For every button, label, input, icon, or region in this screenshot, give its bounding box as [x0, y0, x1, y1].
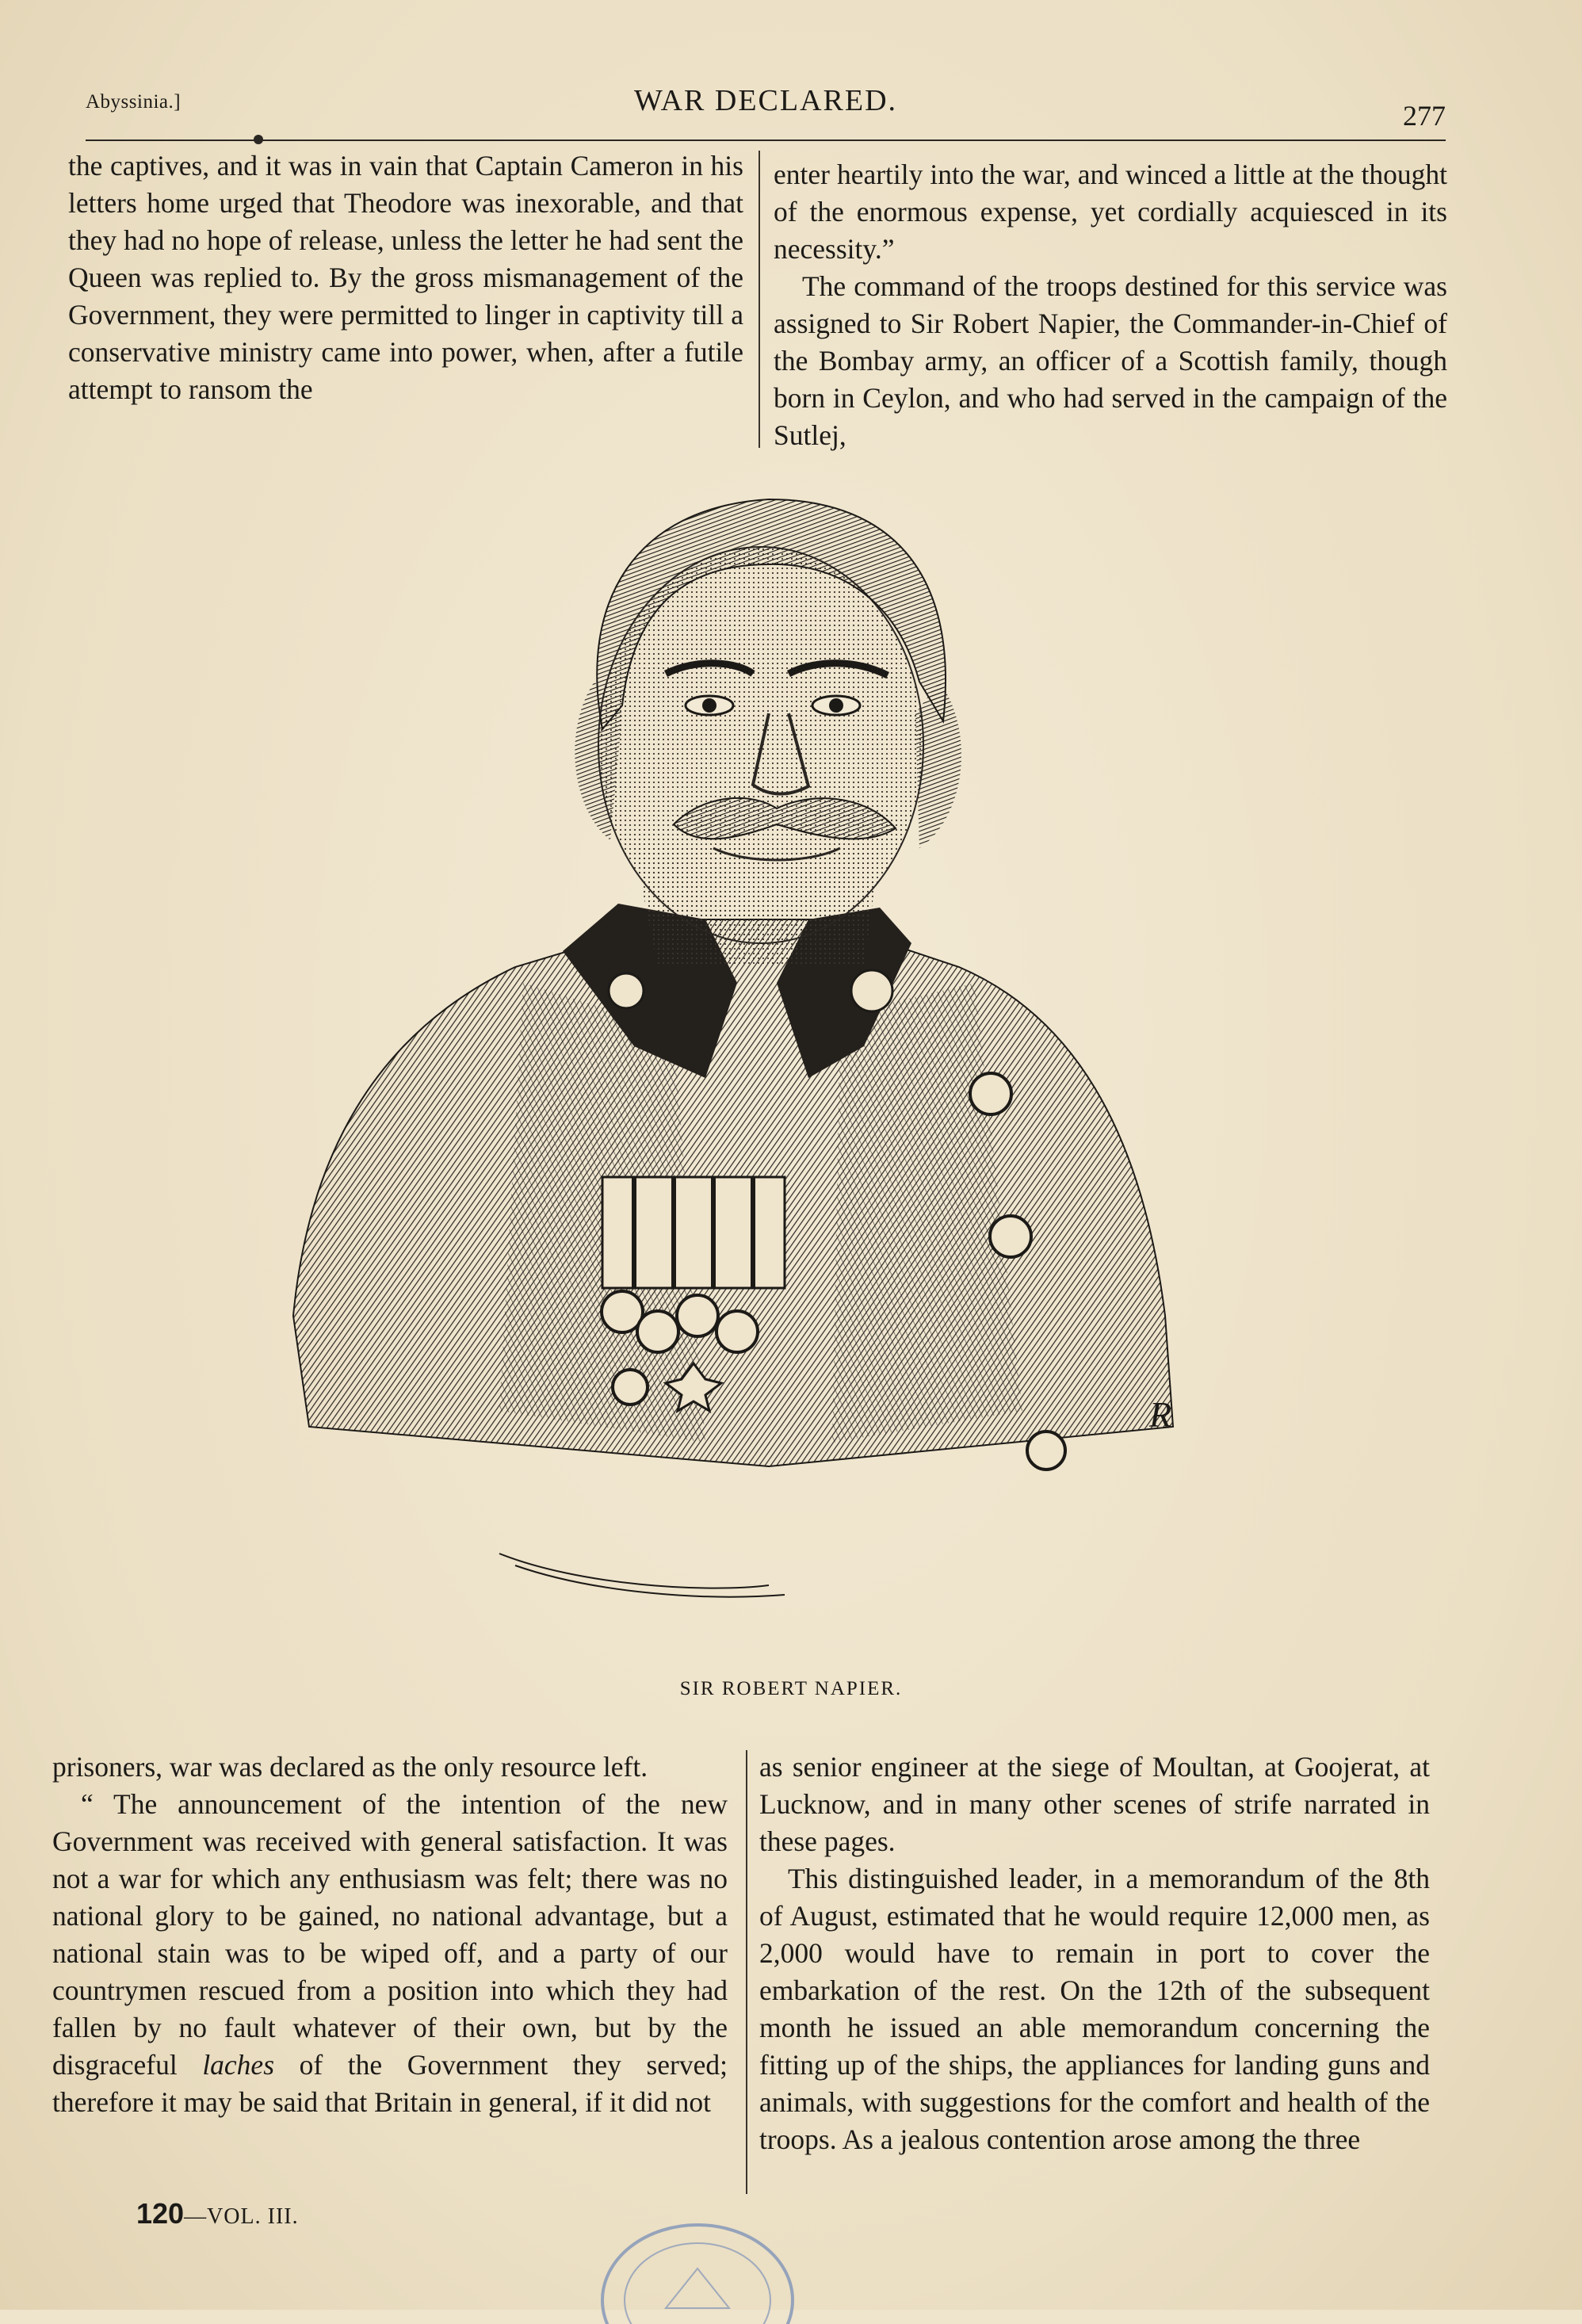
page-number: 277: [1403, 100, 1446, 132]
engraved-portrait-icon: [262, 476, 1244, 1649]
text-run: “ The announcement of the intention of the new Government was received with general satisfaction. It was not a war for which any enthusiasm was felt; there was no national glory to be gained, no national advantage, but a national stain was to be wiped off, and a party of our countrymen rescued from a position into which they had fallen by no fault whatever of their own, but by the disgraceful: [52, 1788, 728, 2081]
bottom-right-column: [759, 1749, 1430, 2158]
paragraph: prisoners, war was declared as the only resource left.: [52, 1751, 648, 1783]
top-right-column: [774, 156, 1447, 454]
svg-text:R: R: [1149, 1394, 1172, 1435]
portrait-engraving: [262, 476, 1244, 1649]
top-left-column: [68, 147, 743, 408]
column-divider-top: [759, 151, 760, 448]
header-rule-ornament: [254, 135, 263, 144]
paragraph: The command of the troops destined for this service was assigned to Sir Robert Napier, the Commander-in-Chief of the Bombay army, an officer of a Scottish family, though born in Ceylon, and who had served in the campaign of the Sutlej,: [774, 270, 1447, 451]
column-divider-bottom: [746, 1750, 747, 2194]
text-run: of the Government they served; therefore it may be said that Britain in general, if it did not: [52, 2049, 728, 2118]
header-rule: [86, 140, 1446, 141]
bottom-left-column: [52, 1749, 728, 2121]
paragraph: the captives, and it was in vain that Captain Cameron in his letters home urged that Theodore was inexorable, and that they had no hope of release, unless the letter he had sent the Queen was replied to. By the gross mismanagement of the Government, they were permitted to linger in captivity till a conservative ministry came into power, when, after a futile attempt to ransom the: [68, 150, 743, 405]
library-stamp-icon: [587, 2213, 808, 2324]
figure-caption: SIR ROBERT NAPIER.: [679, 1678, 903, 1699]
signature-mark: [136, 2197, 299, 2230]
paragraph: This distinguished leader, in a memorandum of the 8th of August, estimated that he would require 12,000 men, as 2,000 would have to remain in port to cover the embarkation of the rest. On the 12th of the subsequent month he issued an able memorandum concerning the fitting up of the ships, the appliances for landing guns and animals, with suggestions for the comfort and health of the troops. As a jealous contention arose among the three: [759, 1863, 1430, 2155]
running-head: Abyssinia.]: [86, 91, 182, 113]
signature-volume: —VOL. III.: [184, 2204, 299, 2229]
page-header: [86, 83, 1446, 139]
italic-word: laches: [202, 2049, 275, 2081]
paragraph: as senior engineer at the siege of Moultan, at Goojerat, at Lucknow, and in many other scenes of strife narrated in these pages.: [759, 1751, 1430, 1857]
paragraph: [52, 1786, 728, 2121]
signature-number: 120: [136, 2197, 185, 2230]
paragraph: enter heartily into the war, and winced a little at the thought of the enormous expense, yet cordially acquiesced in its necessity.”: [774, 159, 1447, 265]
page-title: WAR DECLARED.: [633, 84, 898, 117]
